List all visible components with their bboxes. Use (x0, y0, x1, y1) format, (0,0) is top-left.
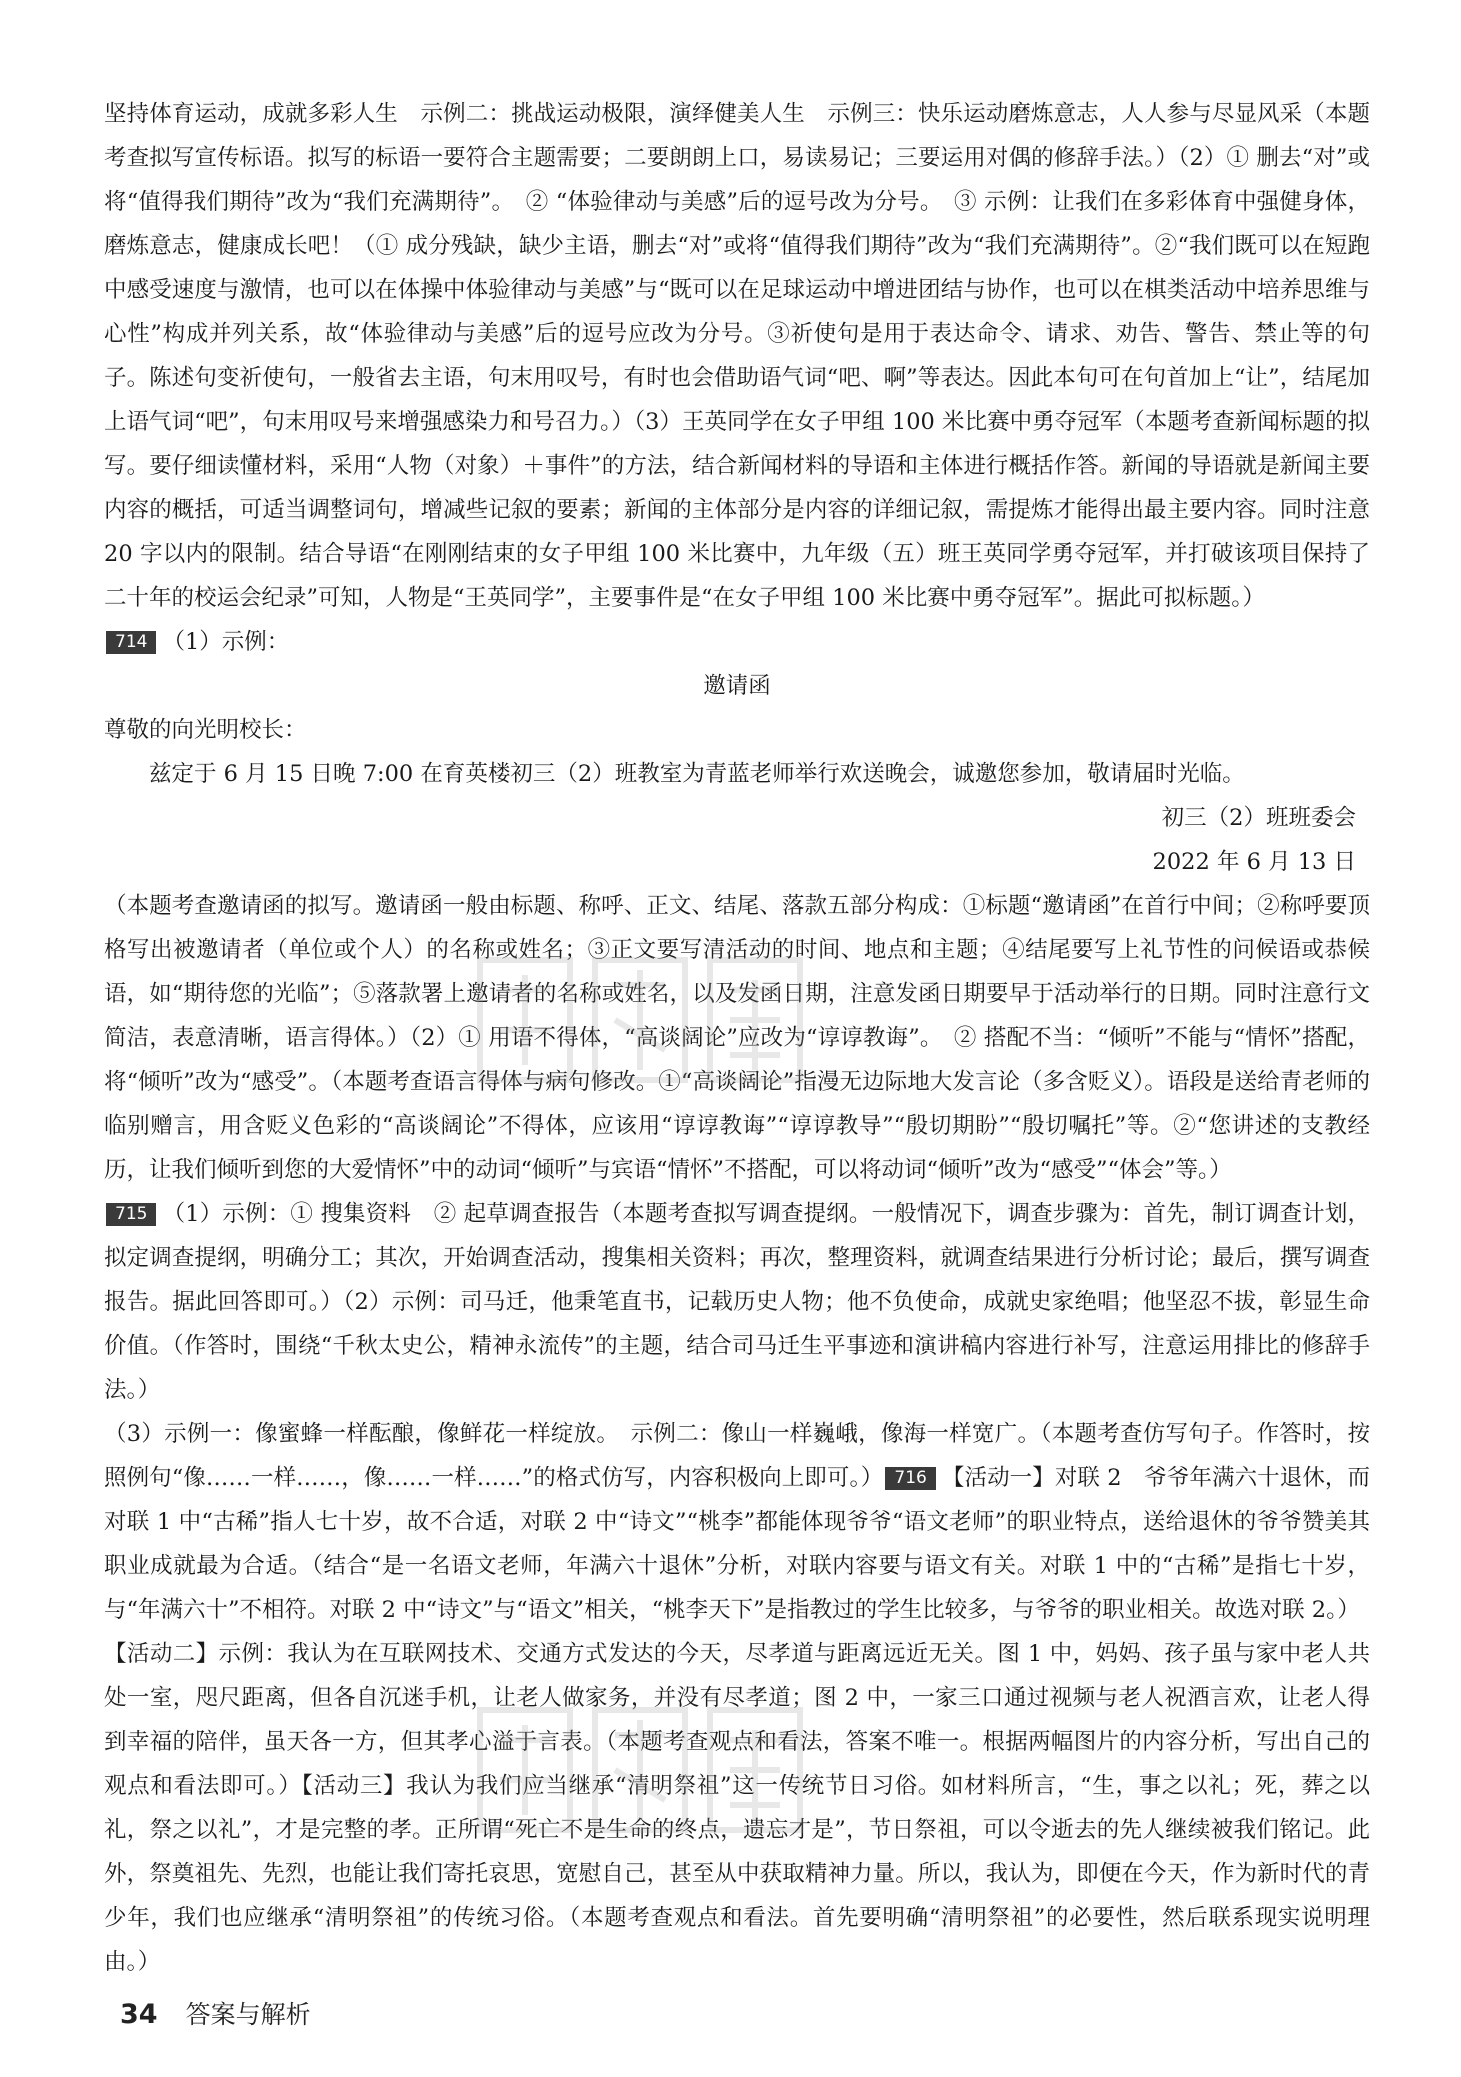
question-number-badge: 714 (106, 631, 156, 654)
invitation-letter-signature: 初三（2）班班委会 (1161, 805, 1356, 831)
section-title: 答案与解析 (185, 2000, 311, 2029)
answer-715-part3-text: （3）示例一：像蜜蜂一样酝酿，像鲜花一样绽放。 示例二：像山一样巍峨，像海一样宽广。（本题考查仿写句子。作答时，按照例句“像……一样……，像……一样……”的格式仿写，内容积极向上即可。） (104, 1421, 1370, 1491)
answer-paragraph-714-explanation: （本题考查邀请函的拟写。邀请函一般由标题、称呼、正文、结尾、落款五部分构成：①标题“邀请函”在首行中间；②称呼要顶格写出被邀请者（单位或个人）的名称或姓名；③正文要写清活动的时间、地点和主题；④结尾要写上礼节性的问候语或恭候语，如“期待您的光临”；⑤落款署上邀请者的名称或姓名，以及发函日期，注意发函日期要早于活动举行的日期。同时注意行文简洁，表意清晰，语言得体。）（2）① 用语不得体，“高谈阔论”应改为“谆谆教诲”。 ② 搭配不当：“倾听”不能与“情怀”搭配，将“倾听”改为“感受”。（本题考查语言得体与病句修改。①“高谈阔论”指漫无边际地大发言论（多含贬义）。语段是送给青老师的临别赠言，用含贬义色彩的“高谈阔论”不得体，应该用“谆谆教诲”“谆谆教导”“殷切期盼”“殷切嘱托”等。②“您讲述的支教经历，让我们倾听到您的大爱情怀”中的动词“倾听”与宾语“情怀”不搭配，可以将动词“倾听”改为“感受”“体会”等。） (104, 893, 1370, 1183)
page-footer (120, 1995, 311, 2031)
answer-paragraph-715 (104, 1192, 1370, 1412)
answer-paragraph-716-activity2-3: 【活动二】示例：我认为在互联网技术、交通方式发达的今天，尽孝道与距离远近无关。图 1 中，妈妈、孩子虽与家中老人共处一室，咫尺距离，但各自沉迷手机，让老人做家务，并没有尽孝道；图 2 中，一家三口通过视频与老人祝酒言欢，让老人得到幸福的陪伴，虽天各一方，但其孝心溢于言表。（本题考查观点和看法，答案不唯一。根据两幅图片的内容分析，写出自己的观点和看法即可。）【活动三】我认为我们应当继承“清明祭祖”这一传统节日习俗。如材料所言，“生，事之以礼；死，葬之以礼，祭之以礼”，才是完整的孝。正所谓“死亡不是生命的终点，遗忘才是”，节日祭祖，可以令逝去的先人继续被我们铭记。此外，祭奠祖先、先烈，也能让我们寄托哀思，宽慰自己，甚至从中获取精神力量。所以，我认为，即便在今天，作为新时代的青少年，我们也应继承“清明祭祖”的传统习俗。（本题考查观点和看法。首先要明确“清明祭祖”的必要性，然后联系现实说明理由。） (104, 1641, 1370, 1975)
invitation-letter-date: 2022 年 6 月 13 日 (1152, 849, 1356, 875)
page-number: 34 (120, 1999, 158, 2030)
invitation-letter-body: 兹定于 6 月 15 日晚 7:00 在育英楼初三（2）班教室为青蓝老师举行欢送晚会，诚邀您参加，敬请届时光临。 (149, 761, 1245, 787)
question-number-badge: 715 (106, 1203, 156, 1226)
answer-paragraph-715-part3 (104, 1412, 1370, 1632)
question-number-badge: 716 (885, 1467, 935, 1490)
answer-715-text: （1）示例：① 搜集资料 ② 起草调查报告（本题考查拟写调查提纲。一般情况下，调查步骤为：首先，制订调查计划，拟定调查提纲，明确分工；其次，开始调查活动，搜集相关资料；再次，整理资料，就调查结果进行分析讨论；最后，撰写调查报告。据此回答即可。）（2）示例：司马迁，他秉笔直书，记载历史人物；他不负使命，成就史家绝唱；他坚忍不拔，彰显生命价值。（作答时，围绕“千秋太史公，精神永流传”的主题，结合司马迁生平事迹和演讲稿内容进行补写，注意运用排比的修辞手法。） (104, 1201, 1370, 1403)
answer-paragraph-714-intro (104, 620, 1370, 664)
answer-716-activity1-text: 【活动一】对联 2 爷爷年满六十退休，而对联 1 中“古稀”指人七十岁，故不合适，对联 2 中“诗文”“桃李”都能体现爷爷“语文老师”的职业特点，送给退休的爷爷赞美其职业成就最为合适。（结合“是一名语文老师，年满六十退休”分析，对联内容要与语文有关。对联 1 中的“古稀”是指七十岁，与“年满六十”不相符。对联 2 中“诗文”与“语文”相关，“桃李天下”是指教过的学生比较多，与爷爷的职业相关。故选对联 2。） (104, 1465, 1371, 1623)
answer-paragraph-713: 坚持体育运动，成就多彩人生 示例二：挑战运动极限，演绎健美人生 示例三：快乐运动磨炼意志，人人参与尽显风采（本题考查拟写宣传标语。拟写的标语一要符合主题需要；二要朗朗上口，易读易记；三要运用对偶的修辞手法。）（2）① 删去“对”或将“值得我们期待”改为“我们充满期待”。 ② “体验律动与美感”后的逗号改为分号。 ③ 示例：让我们在多彩体育中强健身体，磨炼意志，健康成长吧！（① 成分残缺，缺少主语，删去“对”或将“值得我们期待”改为“我们充满期待”。②“我们既可以在短跑中感受速度与激情，也可以在体操中体验律动与美感”与“既可以在足球运动中增进团结与协作，也可以在棋类活动中培养思维与心性”构成并列关系，故“体验律动与美感”后的逗号应改为分号。③祈使句是用于表达命令、请求、劝告、警告、禁止等的句子。陈述句变祈使句，一般省去主语，句末用叹号，有时也会借助语气词“吧、啊”等表达。因此本句可在句首加上“让”，结尾加上语气词“吧”，句末用叹号来增强感染力和号召力。）（3）王英同学在女子甲组 100 米比赛中勇夺冠军（本题考查新闻标题的拟写。要仔细读懂材料，采用“人物（对象）＋事件”的方法，结合新闻材料的导语和主体进行概括作答。新闻的导语就是新闻主要内容的概括，可适当调整词句，增减些记叙的要素；新闻的主体部分是内容的详细记叙，需提炼才能得出最主要内容。同时注意 20 字以内的限制。结合导语“在刚刚结束的女子甲组 100 米比赛中，九年级（五）班王英同学勇夺冠军，并打破该项目保持了二十年的校运会纪录”可知，人物是“王英同学”，主要事件是“在女子甲组 100 米比赛中勇夺冠军”。据此可拟标题。） (104, 101, 1370, 611)
answer-page-content (104, 92, 1370, 1984)
answer-714-intro-text: （1）示例： (162, 629, 290, 655)
invitation-letter-title: 邀请函 (703, 673, 771, 699)
invitation-letter-salutation: 尊敬的向光明校长： (104, 717, 307, 743)
